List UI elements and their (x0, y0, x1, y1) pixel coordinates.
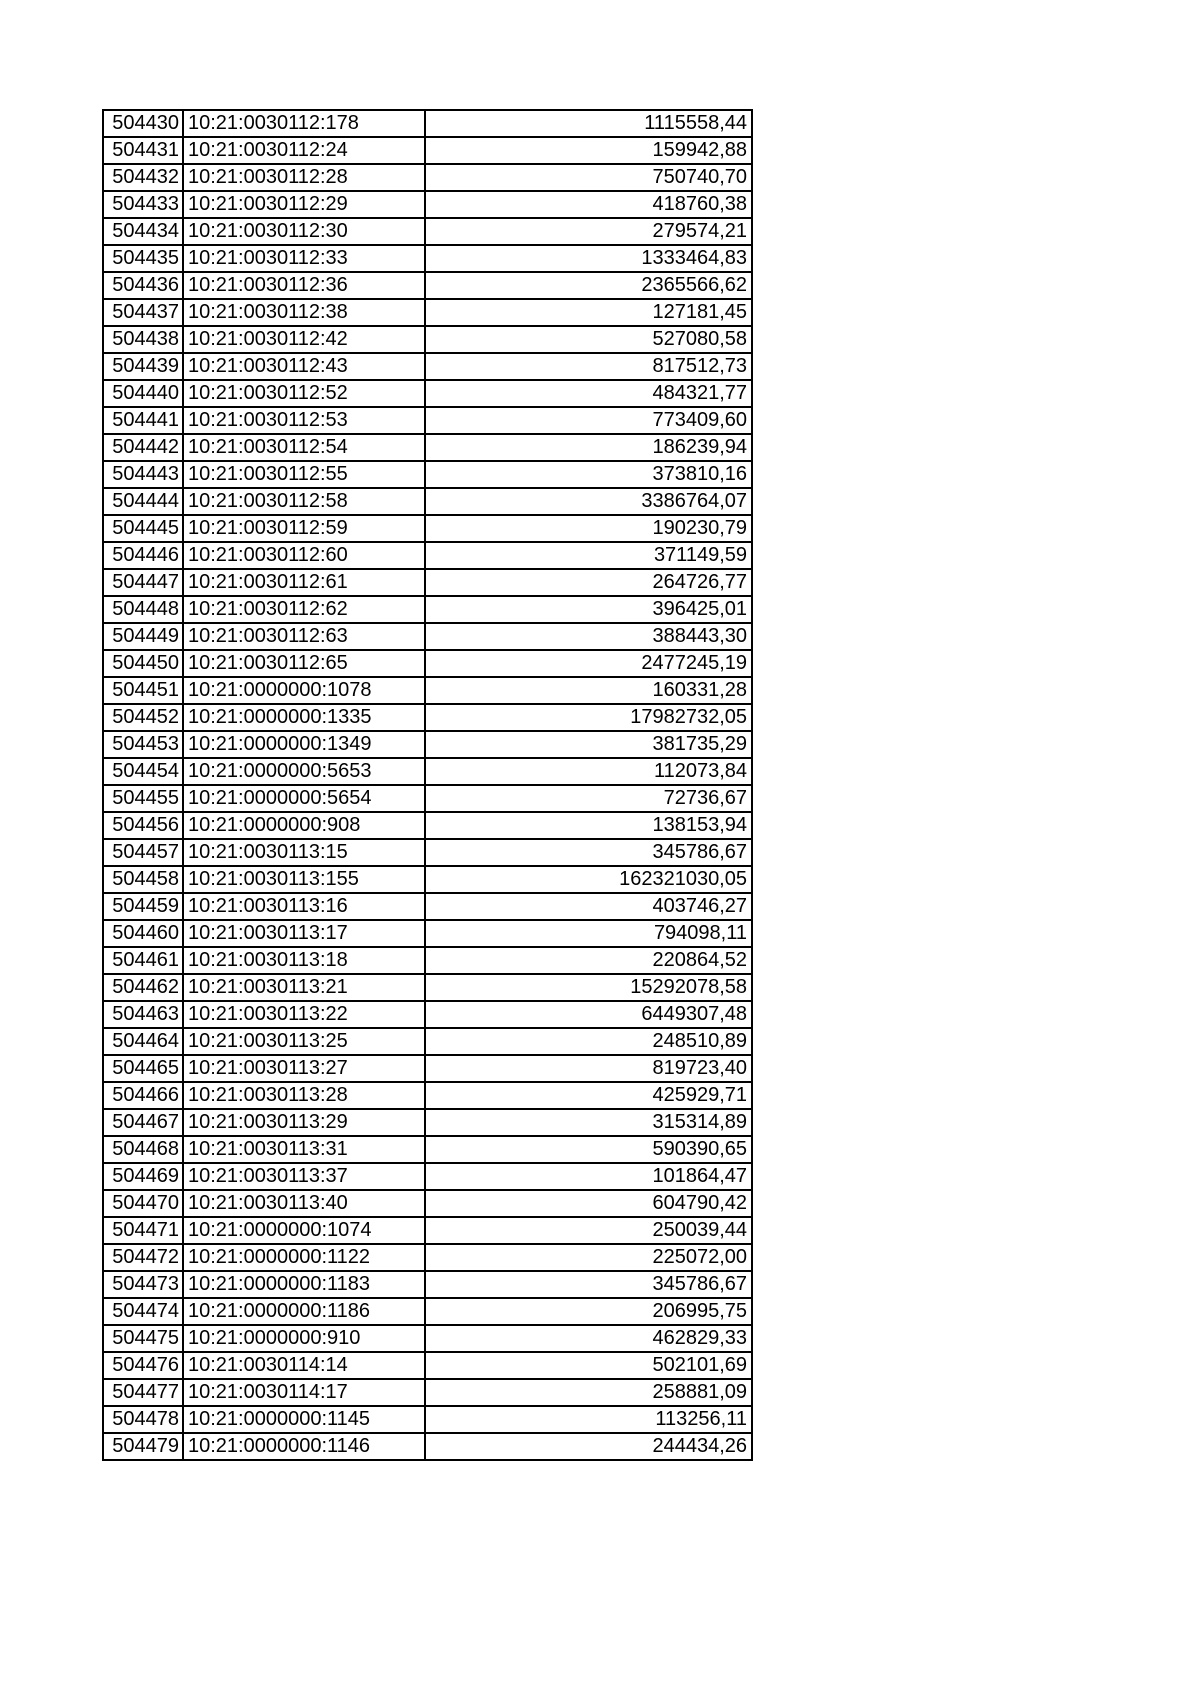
value-cell: 396425,01 (425, 596, 752, 623)
table-row (103, 731, 752, 758)
table-row (103, 623, 752, 650)
cadastral-number-cell: 10:21:0000000:1122 (183, 1244, 425, 1271)
row-number-cell: 504461 (103, 947, 183, 974)
value-cell: 403746,27 (425, 893, 752, 920)
cadastral-number-cell: 10:21:0030112:42 (183, 326, 425, 353)
cadastral-number-cell: 10:21:0000000:1349 (183, 731, 425, 758)
value-cell: 186239,94 (425, 434, 752, 461)
value-cell: 113256,11 (425, 1406, 752, 1433)
value-cell: 250039,44 (425, 1217, 752, 1244)
cadastral-number-cell: 10:21:0000000:908 (183, 812, 425, 839)
row-number-cell: 504438 (103, 326, 183, 353)
value-cell: 388443,30 (425, 623, 752, 650)
table-row (103, 569, 752, 596)
value-cell: 418760,38 (425, 191, 752, 218)
row-number-cell: 504449 (103, 623, 183, 650)
table-row (103, 1190, 752, 1217)
value-cell: 604790,42 (425, 1190, 752, 1217)
cadastral-number-cell: 10:21:0030112:65 (183, 650, 425, 677)
cadastral-number-cell: 10:21:0030112:62 (183, 596, 425, 623)
table-row (103, 515, 752, 542)
cadastral-number-cell: 10:21:0030113:31 (183, 1136, 425, 1163)
cadastral-number-cell: 10:21:0030113:28 (183, 1082, 425, 1109)
table-row (103, 1298, 752, 1325)
row-number-cell: 504479 (103, 1433, 183, 1460)
value-cell: 127181,45 (425, 299, 752, 326)
cadastral-number-cell: 10:21:0030112:60 (183, 542, 425, 569)
table-row (103, 1163, 752, 1190)
value-cell: 101864,47 (425, 1163, 752, 1190)
cadastral-number-cell: 10:21:0030113:17 (183, 920, 425, 947)
row-number-cell: 504466 (103, 1082, 183, 1109)
table-row (103, 812, 752, 839)
value-cell: 15292078,58 (425, 974, 752, 1001)
row-number-cell: 504430 (103, 110, 183, 137)
value-cell: 315314,89 (425, 1109, 752, 1136)
row-number-cell: 504442 (103, 434, 183, 461)
cadastral-number-cell: 10:21:0000000:1074 (183, 1217, 425, 1244)
row-number-cell: 504433 (103, 191, 183, 218)
row-number-cell: 504432 (103, 164, 183, 191)
table-row (103, 1271, 752, 1298)
value-cell: 3386764,07 (425, 488, 752, 515)
cadastral-number-cell: 10:21:0030113:21 (183, 974, 425, 1001)
value-cell: 264726,77 (425, 569, 752, 596)
row-number-cell: 504473 (103, 1271, 183, 1298)
data-table (102, 109, 753, 1461)
table-row (103, 839, 752, 866)
row-number-cell: 504472 (103, 1244, 183, 1271)
row-number-cell: 504443 (103, 461, 183, 488)
value-cell: 244434,26 (425, 1433, 752, 1460)
value-cell: 819723,40 (425, 1055, 752, 1082)
table-row (103, 137, 752, 164)
table-row (103, 299, 752, 326)
value-cell: 220864,52 (425, 947, 752, 974)
cadastral-number-cell: 10:21:0030113:27 (183, 1055, 425, 1082)
table-row (103, 1244, 752, 1271)
table-row (103, 245, 752, 272)
row-number-cell: 504458 (103, 866, 183, 893)
cadastral-number-cell: 10:21:0030113:15 (183, 839, 425, 866)
value-cell: 112073,84 (425, 758, 752, 785)
value-cell: 248510,89 (425, 1028, 752, 1055)
row-number-cell: 504474 (103, 1298, 183, 1325)
cadastral-number-cell: 10:21:0030112:30 (183, 218, 425, 245)
cadastral-number-cell: 10:21:0000000:1078 (183, 677, 425, 704)
cadastral-number-cell: 10:21:0030112:24 (183, 137, 425, 164)
value-cell: 72736,67 (425, 785, 752, 812)
cadastral-number-cell: 10:21:0030112:63 (183, 623, 425, 650)
table-row (103, 1406, 752, 1433)
row-number-cell: 504431 (103, 137, 183, 164)
cadastral-number-cell: 10:21:0000000:1145 (183, 1406, 425, 1433)
value-cell: 225072,00 (425, 1244, 752, 1271)
cadastral-number-cell: 10:21:0030113:29 (183, 1109, 425, 1136)
row-number-cell: 504462 (103, 974, 183, 1001)
value-cell: 527080,58 (425, 326, 752, 353)
cadastral-number-cell: 10:21:0000000:1186 (183, 1298, 425, 1325)
table-row (103, 974, 752, 1001)
row-number-cell: 504471 (103, 1217, 183, 1244)
cadastral-number-cell: 10:21:0030113:37 (183, 1163, 425, 1190)
row-number-cell: 504464 (103, 1028, 183, 1055)
table-row (103, 488, 752, 515)
value-cell: 1333464,83 (425, 245, 752, 272)
row-number-cell: 504435 (103, 245, 183, 272)
row-number-cell: 504440 (103, 380, 183, 407)
value-cell: 371149,59 (425, 542, 752, 569)
value-cell: 6449307,48 (425, 1001, 752, 1028)
table-row (103, 947, 752, 974)
value-cell: 17982732,05 (425, 704, 752, 731)
value-cell: 462829,33 (425, 1325, 752, 1352)
row-number-cell: 504457 (103, 839, 183, 866)
value-cell: 206995,75 (425, 1298, 752, 1325)
row-number-cell: 504465 (103, 1055, 183, 1082)
cadastral-number-cell: 10:21:0030112:38 (183, 299, 425, 326)
value-cell: 484321,77 (425, 380, 752, 407)
cadastral-number-cell: 10:21:0030112:55 (183, 461, 425, 488)
value-cell: 425929,71 (425, 1082, 752, 1109)
cadastral-number-cell: 10:21:0030112:36 (183, 272, 425, 299)
table-row (103, 866, 752, 893)
cadastral-number-cell: 10:21:0000000:1335 (183, 704, 425, 731)
cadastral-number-cell: 10:21:0000000:5654 (183, 785, 425, 812)
row-number-cell: 504477 (103, 1379, 183, 1406)
value-cell: 258881,09 (425, 1379, 752, 1406)
cadastral-number-cell: 10:21:0030112:29 (183, 191, 425, 218)
value-cell: 160331,28 (425, 677, 752, 704)
row-number-cell: 504470 (103, 1190, 183, 1217)
table-row (103, 218, 752, 245)
cadastral-number-cell: 10:21:0030112:28 (183, 164, 425, 191)
row-number-cell: 504441 (103, 407, 183, 434)
table-row (103, 110, 752, 137)
table-row (103, 1217, 752, 1244)
value-cell: 502101,69 (425, 1352, 752, 1379)
value-cell: 1115558,44 (425, 110, 752, 137)
cadastral-number-cell: 10:21:0030112:59 (183, 515, 425, 542)
row-number-cell: 504437 (103, 299, 183, 326)
table-row (103, 272, 752, 299)
row-number-cell: 504436 (103, 272, 183, 299)
value-cell: 162321030,05 (425, 866, 752, 893)
cadastral-number-cell: 10:21:0030112:52 (183, 380, 425, 407)
row-number-cell: 504475 (103, 1325, 183, 1352)
value-cell: 345786,67 (425, 1271, 752, 1298)
value-cell: 2477245,19 (425, 650, 752, 677)
cadastral-number-cell: 10:21:0000000:1183 (183, 1271, 425, 1298)
row-number-cell: 504454 (103, 758, 183, 785)
table-row (103, 461, 752, 488)
row-number-cell: 504453 (103, 731, 183, 758)
row-number-cell: 504447 (103, 569, 183, 596)
table-row (103, 1055, 752, 1082)
table-row (103, 191, 752, 218)
cadastral-number-cell: 10:21:0030113:18 (183, 947, 425, 974)
table-row (103, 1001, 752, 1028)
value-cell: 773409,60 (425, 407, 752, 434)
cadastral-number-cell: 10:21:0030112:54 (183, 434, 425, 461)
row-number-cell: 504444 (103, 488, 183, 515)
table-row (103, 1433, 752, 1460)
cadastral-number-cell: 10:21:0030112:58 (183, 488, 425, 515)
row-number-cell: 504450 (103, 650, 183, 677)
table-row (103, 407, 752, 434)
cadastral-number-cell: 10:21:0030112:178 (183, 110, 425, 137)
cadastral-number-cell: 10:21:0030112:53 (183, 407, 425, 434)
row-number-cell: 504476 (103, 1352, 183, 1379)
cadastral-number-cell: 10:21:0000000:1146 (183, 1433, 425, 1460)
row-number-cell: 504448 (103, 596, 183, 623)
row-number-cell: 504467 (103, 1109, 183, 1136)
table-row (103, 380, 752, 407)
table-row (103, 1109, 752, 1136)
cadastral-number-cell: 10:21:0030113:16 (183, 893, 425, 920)
value-cell: 590390,65 (425, 1136, 752, 1163)
value-cell: 2365566,62 (425, 272, 752, 299)
value-cell: 373810,16 (425, 461, 752, 488)
value-cell: 190230,79 (425, 515, 752, 542)
table-body (103, 110, 752, 1460)
value-cell: 794098,11 (425, 920, 752, 947)
cadastral-number-cell: 10:21:0030113:25 (183, 1028, 425, 1055)
cadastral-number-cell: 10:21:0030112:33 (183, 245, 425, 272)
row-number-cell: 504463 (103, 1001, 183, 1028)
table-row (103, 542, 752, 569)
row-number-cell: 504451 (103, 677, 183, 704)
table-row (103, 1082, 752, 1109)
table-row (103, 1136, 752, 1163)
row-number-cell: 504455 (103, 785, 183, 812)
table-row (103, 1325, 752, 1352)
value-cell: 279574,21 (425, 218, 752, 245)
table-row (103, 785, 752, 812)
value-cell: 138153,94 (425, 812, 752, 839)
cadastral-number-cell: 10:21:0030113:22 (183, 1001, 425, 1028)
table-row (103, 893, 752, 920)
table-row (103, 326, 752, 353)
row-number-cell: 504468 (103, 1136, 183, 1163)
row-number-cell: 504439 (103, 353, 183, 380)
cadastral-number-cell: 10:21:0000000:5653 (183, 758, 425, 785)
cadastral-number-cell: 10:21:0030114:17 (183, 1379, 425, 1406)
table-row (103, 758, 752, 785)
row-number-cell: 504434 (103, 218, 183, 245)
cadastral-number-cell: 10:21:0030112:43 (183, 353, 425, 380)
row-number-cell: 504452 (103, 704, 183, 731)
table-row (103, 1028, 752, 1055)
row-number-cell: 504459 (103, 893, 183, 920)
table-row (103, 434, 752, 461)
cadastral-number-cell: 10:21:0030114:14 (183, 1352, 425, 1379)
value-cell: 750740,70 (425, 164, 752, 191)
value-cell: 817512,73 (425, 353, 752, 380)
row-number-cell: 504456 (103, 812, 183, 839)
row-number-cell: 504460 (103, 920, 183, 947)
table-row (103, 1379, 752, 1406)
table-row (103, 650, 752, 677)
table-row (103, 704, 752, 731)
cadastral-number-cell: 10:21:0030112:61 (183, 569, 425, 596)
cadastral-number-cell: 10:21:0030113:155 (183, 866, 425, 893)
cadastral-number-cell: 10:21:0000000:910 (183, 1325, 425, 1352)
table-row (103, 164, 752, 191)
table-row (103, 353, 752, 380)
value-cell: 345786,67 (425, 839, 752, 866)
table-row (103, 920, 752, 947)
value-cell: 159942,88 (425, 137, 752, 164)
value-cell: 381735,29 (425, 731, 752, 758)
table-row (103, 677, 752, 704)
table-row (103, 596, 752, 623)
row-number-cell: 504446 (103, 542, 183, 569)
table-row (103, 1352, 752, 1379)
cadastral-number-cell: 10:21:0030113:40 (183, 1190, 425, 1217)
row-number-cell: 504469 (103, 1163, 183, 1190)
row-number-cell: 504445 (103, 515, 183, 542)
row-number-cell: 504478 (103, 1406, 183, 1433)
